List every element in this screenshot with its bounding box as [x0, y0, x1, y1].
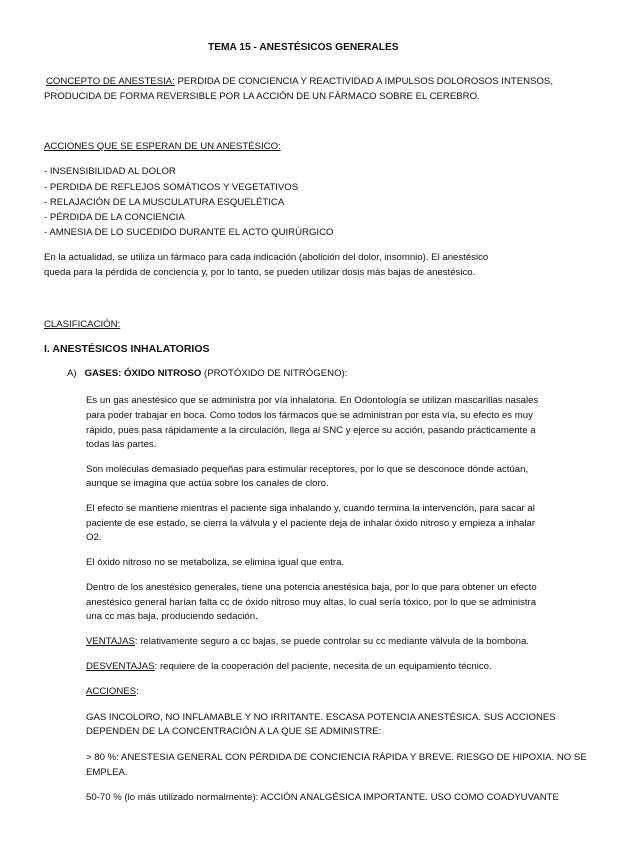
paragraph-line: aunque se imagina que actúa sobre los canales de cloro. [86, 478, 329, 489]
paragraph-line: rápido, pues pasa rápidamente a la circulación, llega al SNC y ejerce su acción, pasando prácticamente a [86, 425, 536, 436]
actions-list-item: - PÉRDIDA DE LA CONCIENCIA [44, 212, 185, 223]
concept-label: CONCEPTO DE ANESTESIA: [46, 76, 175, 87]
disadvantages-text: : requiere de la cooperación del paciente, necesita de un equipamiento técnico. [154, 661, 492, 672]
actions-sub-heading [86, 685, 139, 698]
paragraph-line: Son moléculas demasiado pequeñas para estimular receptores, por lo que se desconoce dónde actúan, [86, 464, 529, 475]
advantages-line [86, 635, 529, 648]
paragraph-line: para poder trabajar en boca. Como todos los fármacos que se administran por esta vía, su efecto es muy [86, 410, 533, 421]
paragraph-line: GAS INCOLORO, NO INFLAMABLE Y NO IRRITANTE. ESCASA POTENCIA ANESTÉSICA. SUS ACCIONES [86, 712, 556, 723]
paragraph-line: queda para la pérdida de conciencia y, por lo tanto, se pueden utilizar dosis más bajas de anestésico. [44, 267, 476, 278]
subsection-heading [67, 367, 347, 380]
page-title: TEMA 15 - ANESTÉSICOS GENERALES [208, 42, 399, 53]
paragraph-line: una cc más baja, produciendo sedación. [86, 611, 258, 622]
actions-heading: ACCIONES QUE SE ESPERAN DE UN ANESTÉSICO: [44, 141, 281, 152]
subsection-rest: (PROTÓXIDO DE NITRÓGENO): [201, 368, 348, 379]
concept-text-1: PERDIDA DE CONCIENCIA Y REACTIVIDAD A IMPULSOS DOLOROSOS INTENSOS, [174, 76, 553, 87]
actions-sub-colon: : [136, 686, 139, 697]
paragraph-line: EMPLEA. [86, 767, 128, 778]
concept-line-2: PRODUCIDA DE FORMA REVERSIBLE POR LA ACCIÓN DE UN FÁRMACO SOBRE EL CEREBRO. [44, 91, 480, 102]
actions-list-item: - RELAJACIÓN DE LA MUSCULATURA ESQUELÉTICA [44, 197, 285, 208]
section-label: ANESTÉSICOS INHALATORIOS [52, 343, 210, 355]
section-heading [44, 343, 210, 356]
actions-sub-label: ACCIONES [86, 686, 137, 697]
paragraph-line: anestésico general harían falta cc de óxido nitroso muy altas, lo cual sería tóxico, por lo que se administra [86, 597, 537, 608]
paragraph-line: paciente de ese estado, se cierra la válvula y el paciente deja de inhalar óxido nitroso y empieza a inhalar [86, 518, 536, 529]
paragraph-line: Dentro de los anestésico generales, tiene una potencia anestésica baja, por lo que para obtener un efecto [86, 582, 537, 593]
paragraph-line: O2. [86, 532, 102, 543]
paragraph-line: En la actualidad, se utiliza un fármaco para cada indicación (abolición del dolor, insomnio). El anestésico [44, 252, 489, 263]
paragraph-line: Es un gas anestésico que se administra por vía inhalatoria. En Odontología se utilizan mascarillas nasales [86, 395, 539, 406]
paragraph-line: El óxido nitroso no se metaboliza, se elimina igual que entra. [86, 557, 345, 568]
paragraph-line: todas las partes. [86, 439, 157, 450]
section-number: I. [44, 343, 50, 355]
disadvantages-label: DESVENTAJAS [86, 661, 155, 672]
paragraph-line: 50-70 % (lo más utilizado normalmente): ACCIÓN ANALGÉSICA IMPORTANTE. USO COMO COADYUVANTE [86, 792, 559, 803]
actions-list-item: - AMNESIA DE LO SUCEDIDO DURANTE EL ACTO QUIRÚRGICO [44, 227, 334, 238]
classification-heading: CLASIFICACIÓN: [44, 319, 121, 330]
actions-list-item: - PERDIDA DE REFLEJOS SOMÁTICOS Y VEGETATIVOS [44, 182, 299, 193]
subsection-bold: GASES: ÓXIDO NITROSO [84, 368, 202, 379]
advantages-text: : relativamente seguro a cc bajas, se puede controlar su cc mediante válvula de la bombona. [134, 636, 529, 647]
subsection-letter: A) [67, 368, 77, 379]
disadvantages-line [86, 660, 492, 673]
paragraph-line: DEPENDEN DE LA CONCENTRACIÓN A LA QUE SE ADMINISTRE: [86, 726, 382, 737]
paragraph-line: > 80 %: ANESTESIA GENERAL CON PÉRDIDA DE CONCIENCIA RÁPIDA Y BREVE. RIESGO DE HIPOXIA. NO SE [86, 752, 587, 763]
paragraph-line: El efecto se mantiene mientras el paciente siga inhalando y, cuando termina la intervención, para sacar al [86, 503, 535, 514]
advantages-label: VENTAJAS [86, 636, 135, 647]
concept-line-1 [46, 75, 553, 88]
actions-list-item: - INSENSIBILIDAD AL DOLOR [44, 166, 176, 177]
